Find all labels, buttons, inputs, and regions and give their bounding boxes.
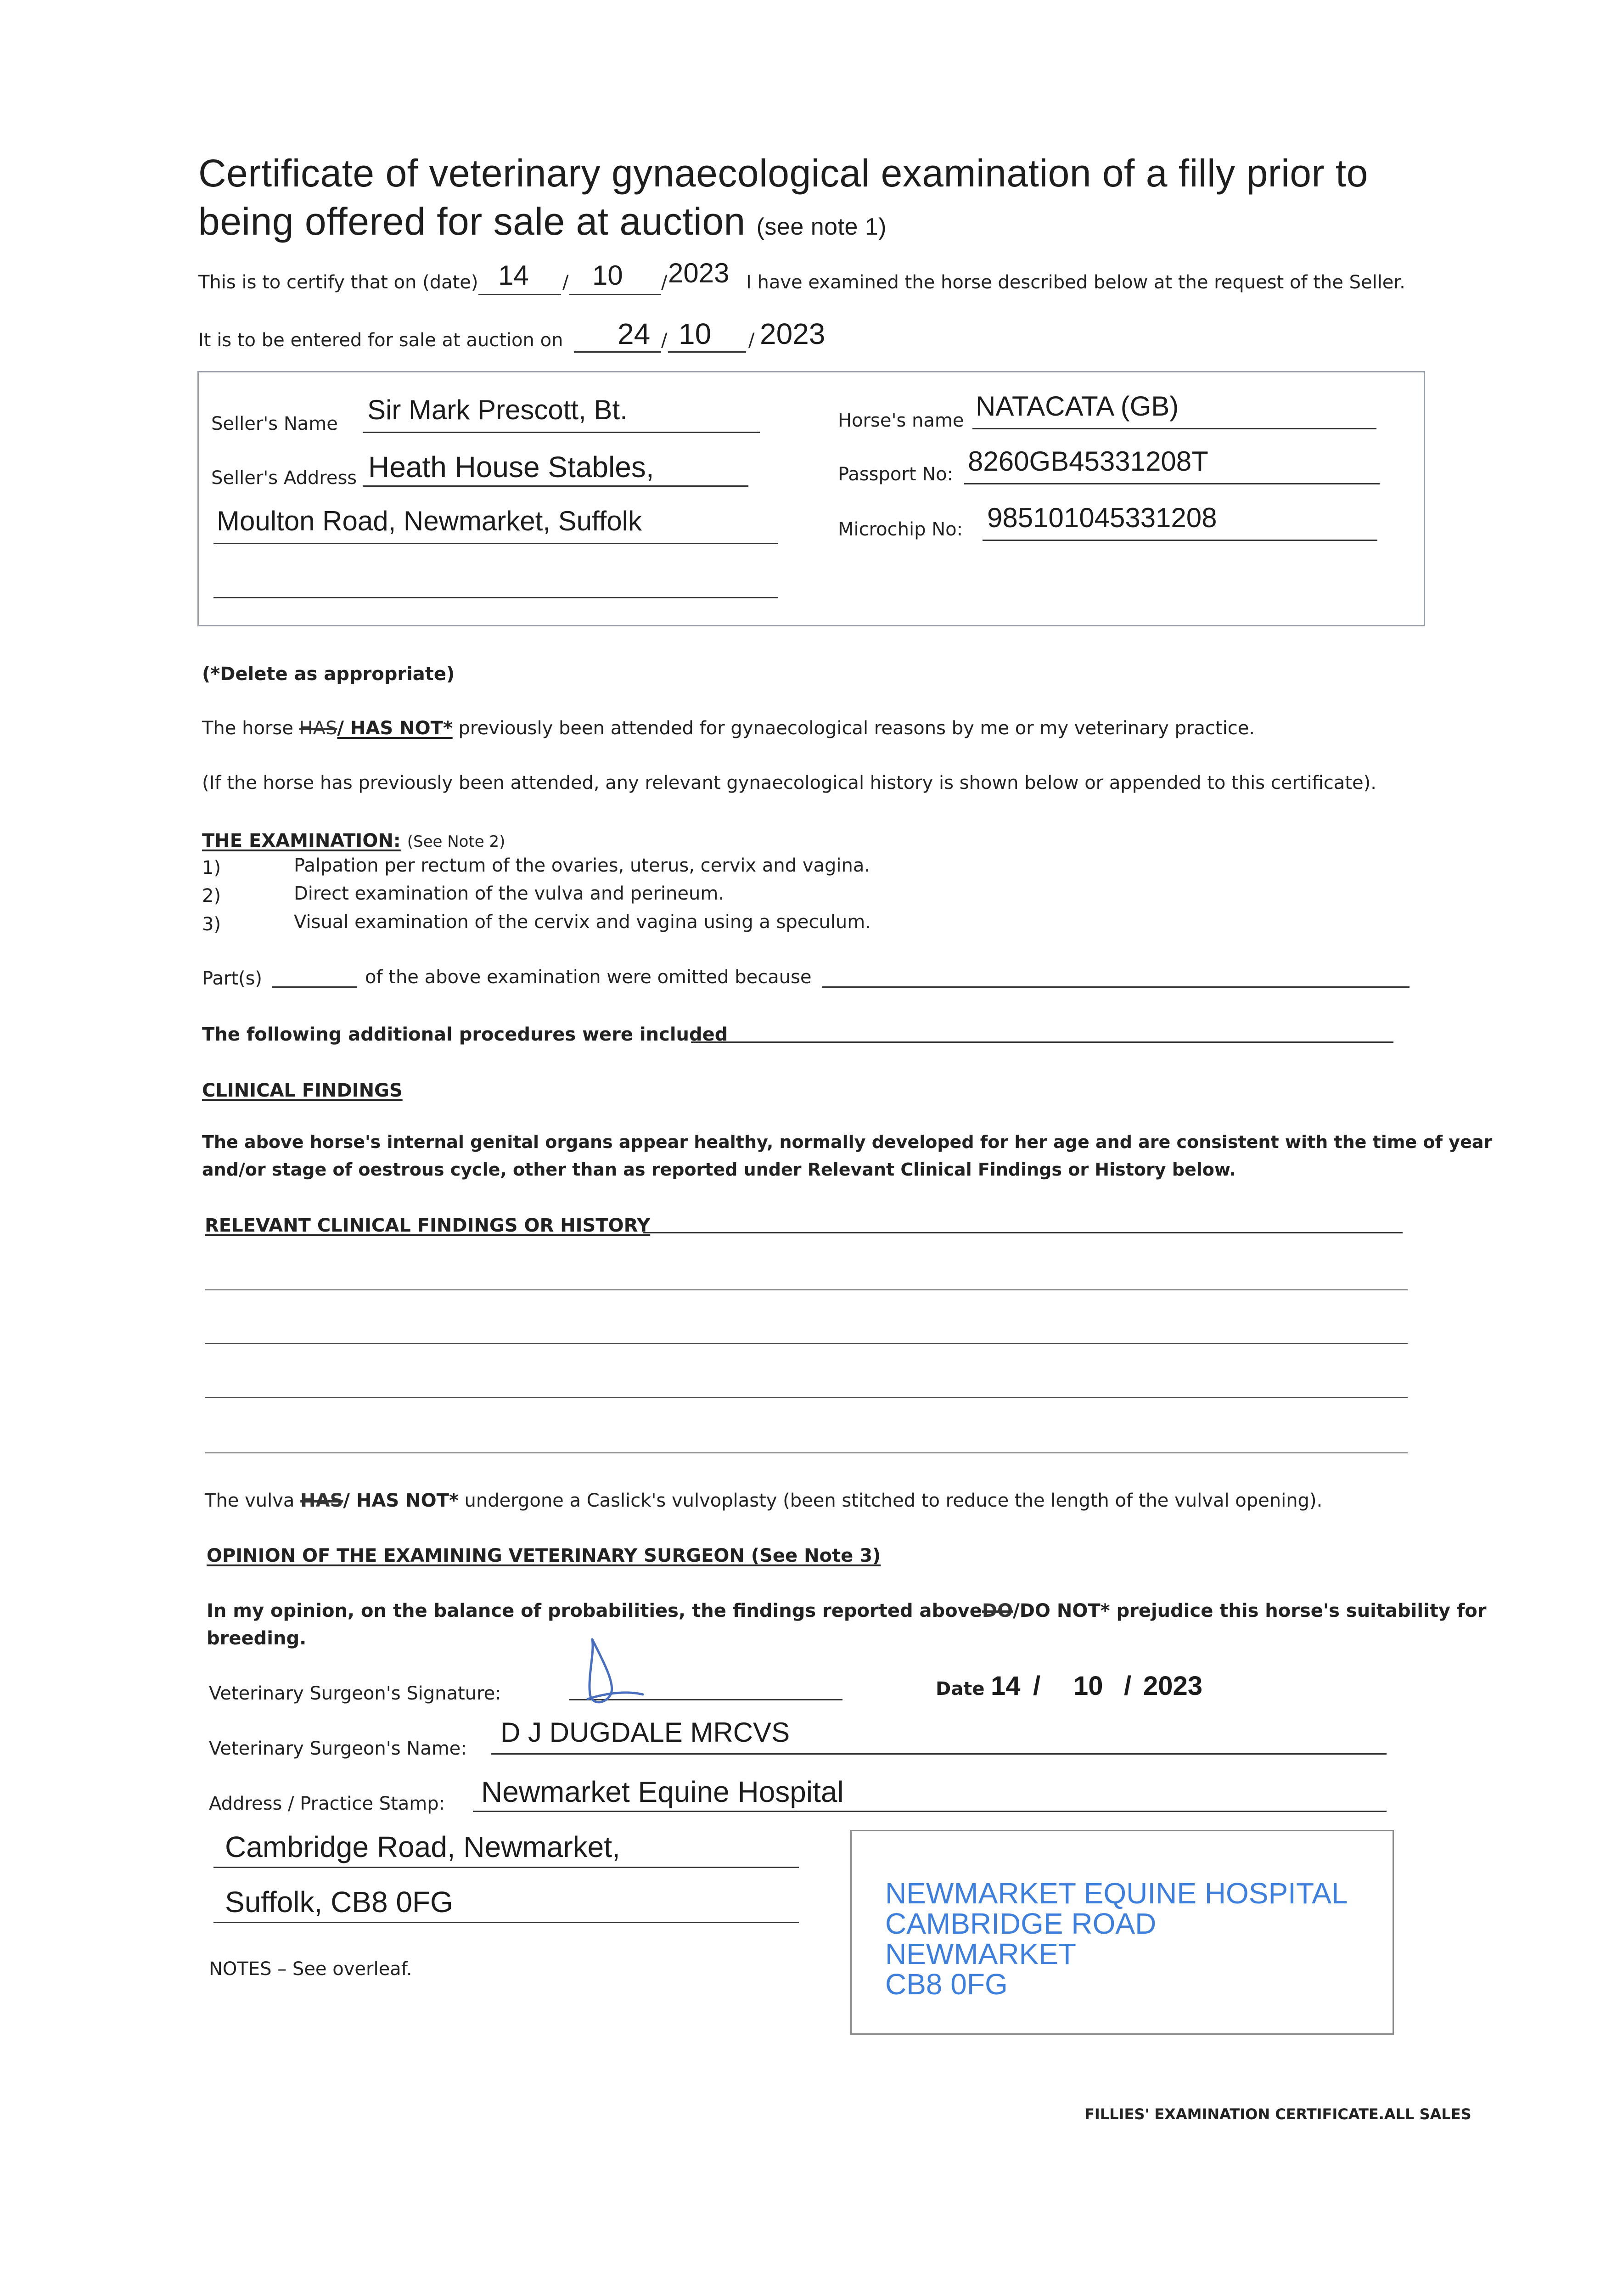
footer-label: FILLIES' EXAMINATION CERTIFICATE.ALL SALES — [1084, 2105, 1471, 2123]
slash: / — [661, 330, 668, 351]
auction-month: 10 — [679, 317, 712, 350]
certify-prefix: This is to certify that on (date) — [198, 272, 478, 293]
vulva-prefix: The vulva — [205, 1490, 295, 1511]
signature-label: Veterinary Surgeon's Signature: — [209, 1683, 501, 1704]
attended-choice: / HAS NOT* — [337, 718, 453, 739]
horse-name-label: Horse's name — [838, 410, 964, 431]
auction-prefix: It is to be entered for sale at auction on — [198, 330, 563, 351]
title-note: (see note 1) — [756, 214, 887, 240]
signature — [574, 1626, 666, 1717]
attended-suffix: previously been attended for gynaecological reasons by me or my veterinary practice. — [458, 718, 1255, 739]
vet-name-label: Veterinary Surgeon's Name: — [209, 1738, 467, 1759]
exam-item-text: Visual examination of the cervix and vagina using a speculum. — [294, 912, 871, 933]
exam-item-num: 3) — [202, 914, 221, 935]
exam-item-text: Direct examination of the vulva and perineum. — [294, 883, 724, 904]
attended-prefix: The horse — [202, 718, 293, 739]
vulva-struck: HAS — [300, 1490, 343, 1511]
microchip-number[interactable]: 985101045331208 — [987, 502, 1217, 533]
opinion-text-2: breeding. — [207, 1628, 307, 1649]
exam-item-num: 1) — [202, 857, 221, 878]
title-line-2-text: being offered for sale at auction — [198, 200, 746, 243]
exam-item-num: 2) — [202, 885, 221, 906]
clinical-heading: CLINICAL FINDINGS — [202, 1080, 403, 1101]
title-line-2 — [198, 197, 887, 251]
examination-heading — [202, 830, 505, 851]
relevant-heading: RELEVANT CLINICAL FINDINGS OR HISTORY — [205, 1215, 651, 1236]
opinion-text-1 — [207, 1600, 1487, 1621]
date-label: Date — [936, 1678, 985, 1699]
certify-month: 10 — [592, 260, 623, 291]
vulva-line — [205, 1490, 1322, 1511]
omitted-middle: of the above examination were omitted because — [365, 967, 812, 988]
stamp-line-3: NEWMARKET — [885, 1937, 1076, 1970]
stamp-line-1: NEWMARKET EQUINE HOSPITAL — [885, 1877, 1348, 1910]
address-label: Address / Practice Stamp: — [209, 1793, 445, 1814]
passport-label: Passport No: — [838, 464, 954, 485]
clinical-text-1: The above horse's internal genital organs appear healthy, normally developed for her age and are consistent with the time of year — [202, 1132, 1493, 1152]
exam-item-text: Palpation per rectum of the ovaries, uterus, cervix and vagina. — [294, 855, 870, 876]
title-line-1: Certificate of veterinary gynaecological examination of a filly prior to — [198, 152, 1368, 195]
opinion-prefix: In my opinion, on the balance of probabilities, the findings reported above — [207, 1600, 982, 1621]
opinion-struck: DO — [982, 1600, 1013, 1621]
seller-address-line2[interactable]: Moulton Road, Newmarket, Suffolk — [217, 506, 642, 536]
delete-note: (*Delete as appropriate) — [202, 664, 455, 685]
date-month[interactable]: 10 — [1073, 1671, 1103, 1701]
auction-day: 24 — [618, 317, 651, 350]
vulva-suffix: undergone a Caslick's vulvoplasty (been stitched to reduce the length of the vulval opening). — [464, 1490, 1323, 1511]
additional-label: The following additional procedures were included — [202, 1024, 728, 1045]
microchip-label: Microchip No: — [838, 519, 963, 540]
date-slash: / — [1124, 1671, 1132, 1701]
examination-heading-text: THE EXAMINATION: — [202, 830, 401, 851]
slash: / — [748, 330, 755, 351]
omitted-prefix: Part(s) — [202, 968, 263, 989]
vet-address-line2[interactable]: Cambridge Road, Newmarket, — [225, 1830, 620, 1863]
examination-heading-note: (See Note 2) — [407, 833, 505, 851]
clinical-text-2: and/or stage of oestrous cycle, other than as reported under Relevant Clinical Findings or History below. — [202, 1159, 1236, 1180]
horse-name[interactable]: NATACATA (GB) — [976, 391, 1179, 422]
opinion-choice: /DO NOT* — [1013, 1600, 1110, 1621]
opinion-suffix: prejudice this horse's suitability for — [1116, 1600, 1487, 1621]
certify-suffix: I have examined the horse described below at the request of the Seller. — [746, 272, 1405, 293]
auction-year: 2023 — [760, 317, 826, 350]
certify-year: 2023 — [668, 258, 730, 288]
stamp-line-2: CAMBRIDGE ROAD — [885, 1907, 1157, 1940]
seller-name-label: Seller's Name — [211, 413, 338, 434]
seller-address-line1[interactable]: Heath House Stables, — [368, 450, 654, 484]
date-day[interactable]: 14 — [991, 1671, 1021, 1701]
seller-name[interactable]: Sir Mark Prescott, Bt. — [367, 394, 628, 425]
certify-day: 14 — [498, 260, 529, 291]
history-note: (If the horse has previously been attended, any relevant gynaecological history is shown below or appended to this certificate). — [202, 772, 1376, 793]
passport-number[interactable]: 8260GB45331208T — [968, 446, 1208, 477]
slash: / — [661, 272, 668, 293]
vet-address-line1[interactable]: Newmarket Equine Hospital — [481, 1775, 844, 1808]
notes: NOTES – See overleaf. — [209, 1958, 412, 1980]
seller-address-label: Seller's Address — [211, 467, 357, 489]
date-slash: / — [1033, 1671, 1041, 1701]
vet-name[interactable]: D J DUGDALE MRCVS — [500, 1717, 790, 1748]
vulva-choice: / HAS NOT* — [343, 1490, 459, 1511]
slash: / — [562, 272, 569, 293]
stamp-line-4: CB8 0FG — [885, 1968, 1008, 2001]
vet-address-line3[interactable]: Suffolk, CB8 0FG — [225, 1885, 453, 1919]
opinion-heading: OPINION OF THE EXAMINING VETERINARY SURGEON (See Note 3) — [207, 1545, 881, 1566]
attended-struck: HAS — [299, 718, 337, 739]
date-year[interactable]: 2023 — [1143, 1671, 1203, 1701]
attended-line — [202, 718, 1255, 739]
